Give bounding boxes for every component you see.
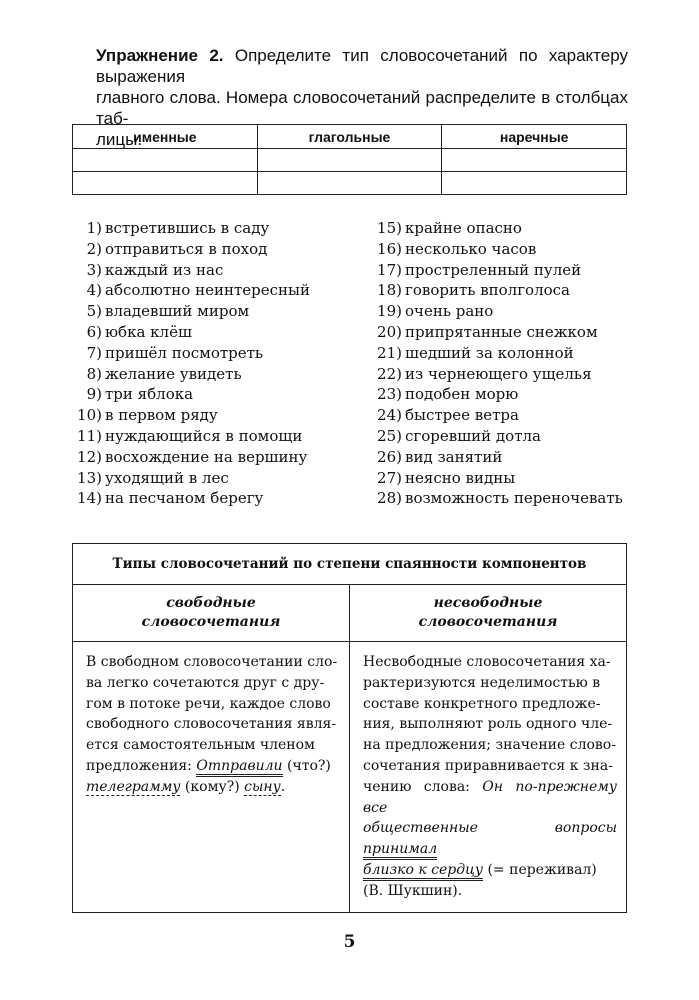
item-number: 23) [377,385,402,404]
exercise-line-2: главного слова. Номера словосочетаний распределите в столбцах таб- [96,88,628,128]
item-number: 20) [377,322,402,341]
text-line: рактеризуются неделимостью в [363,674,601,691]
list-item [70,322,310,343]
answer-table-header-row [73,125,627,149]
bound-header-line-2: словосочетания [418,614,558,630]
text-fragment: (что?) [282,757,331,774]
list-item [70,364,310,385]
text-fragment: (кому?) [180,778,245,795]
item-text: простреленный пулей [405,260,582,279]
example-fragment: Он по-прежнему все [363,778,617,816]
item-number: 5) [86,302,102,321]
list-item [70,384,310,405]
types-table [72,543,627,913]
exercise-line-1 [96,45,628,87]
item-number: 7) [86,343,102,362]
item-text: возможность переночевать [405,489,623,508]
text-line: (В. Шукшин). [363,882,463,899]
list-item [370,239,623,260]
item-number: 8) [86,364,102,383]
text-line: ва легко сочетаются друг с дру- [86,674,325,691]
item-number: 15) [377,219,402,237]
item-number: 18) [377,281,402,300]
item-number: 6) [86,322,102,341]
list-item [70,447,310,468]
item-text: каждый из нас [105,260,224,279]
exercise-line-3: лицы. [96,130,143,149]
item-number: 26) [377,447,402,466]
text-line: В свободном словосочетании сло- [86,654,338,670]
text-line [86,777,340,798]
list-item [370,301,623,322]
item-number: 4) [86,281,102,300]
item-number: 16) [377,239,402,258]
answer-row [73,149,627,172]
answer-cell-verbal-2[interactable] [257,172,442,195]
item-number: 24) [377,406,402,425]
object-example: сыну [244,778,281,795]
list-item [370,468,623,489]
text-line: составе конкретного предложе- [363,695,601,712]
item-text: крайне опасно [405,219,522,237]
header-verbal: глагольные [257,125,442,149]
item-text: встретившись в саду [105,219,270,237]
list-item [70,301,310,322]
item-text: восхождение на вершину [105,447,308,466]
answer-cell-nominal-2[interactable] [73,172,258,195]
text-line [363,777,617,819]
item-number: 9) [86,385,102,404]
text-fragment: . [280,778,286,795]
item-number: 28) [377,489,402,508]
list-item [370,364,623,385]
item-text: пришёл посмотреть [105,343,264,362]
item-number: 2) [86,239,102,258]
text-line: ется самостоятельным членом [86,737,315,754]
text-fragment: (= переживал) [483,861,597,878]
item-text: абсолютно неинтересный [105,281,310,300]
list-item [370,447,623,468]
item-number: 11) [77,426,102,445]
bound-description [350,642,627,913]
item-text: очень рано [405,302,494,321]
list-item [70,343,310,364]
item-number: 21) [377,343,402,362]
list-item [70,218,310,239]
list-item [70,260,310,281]
answer-table [72,124,627,195]
item-text: желание увидеть [105,364,242,383]
item-text: отправиться в поход [105,239,268,258]
text-line: свободного словосочетания явля- [86,716,337,733]
text-line: гом в потоке речи, каждое слово [86,695,331,712]
item-text: уходящий в лес [105,468,229,487]
item-text: из чернеющего ущелья [405,364,592,383]
item-text: несколько часов [405,239,537,258]
list-item [370,488,623,509]
predicate-example: принимал [363,841,437,860]
list-item [370,384,623,405]
list-item [370,343,623,364]
list-item [70,405,310,426]
list-item [70,280,310,301]
example-fragment: общественные вопросы [363,820,617,837]
item-text: юбка клёш [105,322,192,341]
item-text: говорить вполголоса [405,281,570,300]
list-item [70,239,310,260]
item-number: 1) [86,219,102,237]
item-number: 14) [77,489,102,508]
exercise-label: Упражнение 2. [96,46,224,65]
item-number: 22) [377,364,402,383]
free-column-header [73,585,350,642]
list-item [70,468,310,489]
item-number: 12) [77,447,102,466]
item-number: 25) [377,426,402,445]
object-example: телеграмму [86,778,181,795]
item-text: на песчаном берегу [105,489,264,508]
text-line: на предложения; значение слово- [363,737,616,754]
bound-header-line-1: несвободные [433,595,543,611]
item-number: 10) [77,406,102,425]
text-line [86,756,340,777]
text-line: Несвободные словосочетания ха- [363,654,611,670]
free-header-line-1: свободные [166,595,256,611]
item-number: 13) [77,468,102,487]
predicate-example: близко к сердцу [363,862,483,881]
list-item [370,218,623,239]
text-fragment: чению слова: [363,778,483,795]
types-table-title: Типы словосочетаний по степени спаянности компонентов [73,544,627,585]
item-number: 17) [377,260,402,279]
item-text: быстрее ветра [405,406,519,425]
answer-cell-adverbial-2[interactable] [442,172,627,195]
list-item [370,426,623,447]
predicate-example: Отправили [196,758,282,777]
item-text: три яблока [105,385,194,404]
text-fragment: предложения: [86,757,197,774]
item-number: 27) [377,468,402,487]
phrases-list-right [370,218,623,509]
phrases-list-left [70,218,310,509]
answer-cell-verbal-1[interactable] [257,149,442,172]
list-item [70,488,310,509]
list-item [370,260,623,281]
item-text: в первом ряду [105,406,218,425]
item-text: подобен морю [405,385,519,404]
list-item [370,322,623,343]
text-line [363,818,617,860]
text-line: ния, выполняют роль одного чле- [363,716,613,733]
list-item [370,280,623,301]
answer-row [73,172,627,195]
free-description [73,642,350,913]
item-text: владевший миром [105,302,250,321]
exercise-line-1-text: Определите тип словосочетаний по характеру выражения [96,46,628,86]
answer-cell-adverbial-1[interactable] [442,149,627,172]
header-nominal: именные [73,125,258,149]
item-text: припрятанные снежком [405,322,598,341]
item-text: шедший за колонной [405,343,574,362]
list-item [370,405,623,426]
page-number: 5 [343,932,356,952]
item-text: сгоревший дотла [405,426,541,445]
text-line [363,860,617,881]
item-text: вид занятий [405,447,503,466]
bound-column-header [350,585,627,642]
answer-cell-nominal-1[interactable] [73,149,258,172]
item-number: 19) [377,302,402,321]
text-line: сочетания приравнивается к зна- [363,757,613,774]
free-header-line-2: словосочетания [141,614,281,630]
list-item [70,426,310,447]
item-text: неясно видны [405,468,516,487]
header-adverbial: наречные [442,125,627,149]
item-text: нуждающийся в помощи [105,426,303,445]
item-number: 3) [86,260,102,279]
